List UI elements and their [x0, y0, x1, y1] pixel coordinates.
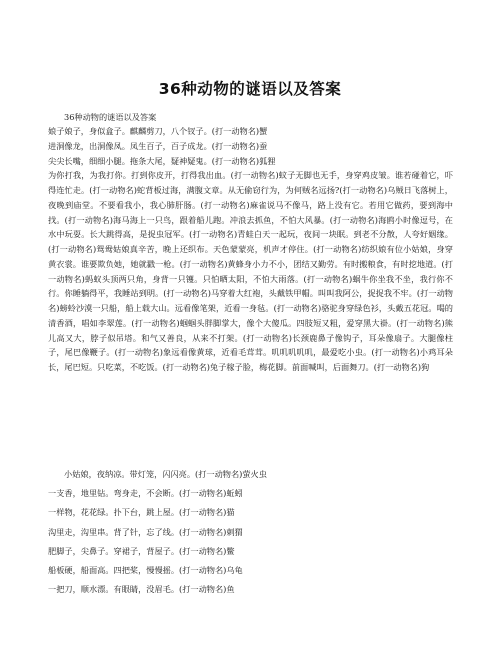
riddle-block-2 [48, 465, 453, 599]
page-title: 36种动物的谜语以及答案 [158, 80, 342, 98]
riddle-line: 一样物，花花绿。扑下台，跳上屋。(打一动物名)猫 [48, 507, 235, 518]
riddle-line: 娘子娘子，身似盒子。麒麟剪刀，八个钗子。(打一动物名)蟹 [48, 126, 268, 136]
riddle-line: 船板硬，船面高。四把桨，慢慢摇。(打一动物名)乌龟 [48, 565, 243, 576]
riddle-line: 进洞像龙，出洞像凤。凤生百子，百子成龙。(打一动物名)蚕 [48, 140, 268, 151]
riddle-block-1 [48, 124, 453, 375]
riddle-line: 一把刀，顺水漂。有眼睛，没眉毛。(打一动物名)鱼 [48, 584, 235, 595]
subtitle: 36种动物的谜语以及答案 [64, 112, 157, 122]
riddle-line: 一支香，地里钻。弯身走，不会断。(打一动物名)蚯蚓 [48, 488, 243, 499]
riddle-line: 肥脚子，尖鼻子。穿裙子，背屋子。(打一动物名)鳖 [48, 545, 235, 556]
riddle-line: 沟里走，沟里串。背了针，忘了线。(打一动物名)刺猬 [48, 526, 243, 537]
riddle-line: 小姑娘，夜纳凉。带灯笼，闪闪亮。(打一动物名)萤火虫 [64, 469, 267, 479]
riddle-line: 尖尖长嘴，细细小腿。拖条大尾，疑神疑鬼。(打一动物名)狐狸 [48, 155, 276, 166]
riddle-paragraph: 为你打我，为我打你。打到你皮开，打得我出血。(打一动物名)蚊子无脚也无手，身穿鸡皮皱。谁若碰着它，吓得连忙走。(打一动物名)蛇背板过海，满腹文章。从无偷窃行为，为何贼名远扬?(打一动物名)乌贼日飞落树上，夜晚到庙堂。不要看我小，我心肺肝肠。(打一动物名)麻雀说马不像马，路上没有它。若用它做药，要到海中找。(打一动物名)海马海上一只鸟，跟着船儿跑。冲浪去抓鱼，不怕大风暴。(打一动物名)海鸥小时像逗号，在水中玩耍。长大跳得高，是捉虫冠军。(打一动物名)青蛙白天一起玩，夜间一块眠。到老不分散，人夸好姻缘。(打一动物名)鸳鸯姑娘真辛苦，晚上还织布。天色蒙蒙亮，机声才停住。(打一动物名)纺织娘有位小姑娘，身穿黄衣裳。谁要欺负她，她就戳一枪。(打一动物名)黄蜂身小力不小，团结又勤劳。有时搬粮食，有时挖地道。(打一动物名)蚂蚁头顶两只角，身背一只镬。只怕晒太阳，不怕大雨落。(打一动物名)蜗牛你坐我不坐，我行你不行。你睡躺得平，我睡站到明。(打一动物名)马穿着大红袍，头戴铁甲帽。叫叫我阿公，捉捉我不牢。(打一动物名)螃蛉沙漠一只船，船上载大山。远看像笔架，近看一身毡。(打一动物名)骆驼身穿绿色衫，头戴五花冠。喝的清香酒，唱如李翠莲。(打一动物名)蝈蝈头胖脚掌大，像个大傻瓜。四肢短又粗，爱穿黑大褂。(打一动物名)熊儿高又大，脖子似吊塔。和气又善良，从来不打架。(打一动物名)长颈鹿鼻子像钩子，耳朵像扇子。大腿像柱子，尾巴像鞭子。(打一动物名)象远看像黄球，近看毛茸茸。叽叽叽叽叽，最爱吃小虫。(打一动物名)小鸡耳朵长，尾巴短。只吃菜，不吃饭。(打一动物名)兔子稼子脸，梅花脚。前面喊叫，后面舞刀。(打一动物名)狗 [48, 170, 453, 372]
